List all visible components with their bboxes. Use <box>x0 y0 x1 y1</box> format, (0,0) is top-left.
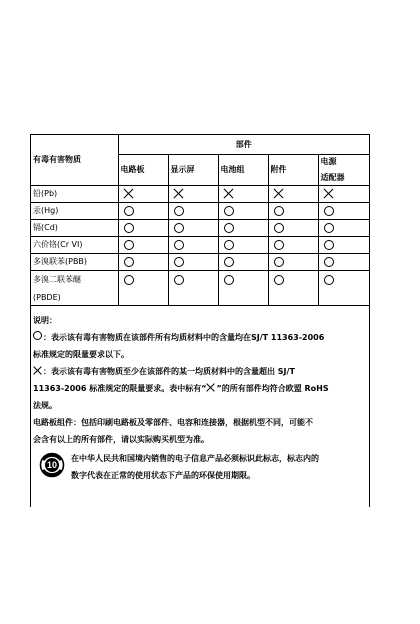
board-note: 电路板组件：包括印刷电路板及零部件、电容和连接器，根据机型不同，可能不 <box>33 418 313 427</box>
logo-number: 10 <box>46 460 58 471</box>
circle-mark-icon <box>124 206 134 216</box>
circle-mark-icon <box>324 275 334 285</box>
component-group-header: 部件 <box>118 135 369 155</box>
table-row <box>31 203 369 220</box>
circle-mark-icon <box>324 223 334 233</box>
circle-mark-icon <box>274 275 284 285</box>
circle-mark-icon <box>124 275 134 285</box>
cross-note-cont-pre: 11363-2006 标准规定的限量要求。表中标有“ <box>33 384 207 393</box>
power-adapter-line1: 电源 <box>320 157 337 166</box>
circle-mark-icon <box>174 223 184 233</box>
circle-mark-icon <box>324 257 334 267</box>
circle-mark-icon <box>274 240 284 250</box>
column-header-circuit-board: 电路板 <box>118 155 168 186</box>
epup-line2: 数字代表在正常的使用状态下产品的环保使用期限。 <box>71 471 255 480</box>
substance-name: 汞(Hg) <box>31 203 118 220</box>
column-header-power-adapter <box>318 155 369 186</box>
table-row <box>31 271 369 306</box>
circle-mark-icon <box>124 257 134 267</box>
hazardous-substance-document <box>30 134 370 507</box>
circle-mark-icon <box>224 223 234 233</box>
circle-mark-icon <box>224 257 234 267</box>
hazardous-substance-table <box>31 135 369 306</box>
circle-mark-icon <box>224 240 234 250</box>
cross-mark-icon <box>323 188 334 199</box>
circle-mark-icon <box>174 275 184 285</box>
notes-title: 说明： <box>33 316 57 325</box>
circle-mark-icon <box>174 206 184 216</box>
column-header-display: 显示屏 <box>168 155 218 186</box>
epup-line1: 在中华人民共和国境内销售的电子信息产品必须标识此标志，标志内的 <box>71 454 319 463</box>
cross-mark-icon <box>223 188 234 199</box>
table-row <box>31 220 369 237</box>
epup-text <box>71 450 319 484</box>
substance-header: 有毒有害物质 <box>31 135 118 186</box>
circle-mark-icon <box>33 331 42 340</box>
table-row <box>31 237 369 254</box>
circle-mark-icon <box>274 223 284 233</box>
cross-note <box>33 363 367 380</box>
cross-note-text: ：表示该有毒有害物质至少在该部件的某一均质材料中的含量超出 SJ/T <box>43 367 295 376</box>
circle-mark-icon <box>274 257 284 267</box>
substance-name-line1: 多溴二联苯醚 <box>33 275 81 284</box>
cross-note-cont <box>33 380 367 397</box>
circle-note-text: ：表示该有毒有害物质在该部件所有均质材料中的含量均在SJ/T 11363-2006 <box>43 333 325 342</box>
cross-mark-icon <box>273 188 284 199</box>
circle-mark-icon <box>124 240 134 250</box>
substance-name: 六价铬(Cr VI) <box>31 237 118 254</box>
circle-mark-icon <box>274 206 284 216</box>
board-note-cont: 会含有以上的所有部件，请以实际购买机型为准。 <box>33 435 209 444</box>
substance-name: 多溴联苯(PBB) <box>31 254 118 271</box>
cross-mark-icon <box>173 188 184 199</box>
table-row <box>31 254 369 271</box>
environmental-protection-period-logo-icon <box>39 452 65 478</box>
cross-note-end: 法规。 <box>33 401 57 410</box>
column-header-battery: 电池组 <box>218 155 268 186</box>
cross-mark-icon <box>33 366 42 375</box>
circle-mark-icon <box>224 275 234 285</box>
substance-name: 铅(Pb) <box>31 186 118 203</box>
substance-name: 镉(Cd) <box>31 220 118 237</box>
circle-mark-icon <box>324 240 334 250</box>
cross-mark-icon <box>123 188 134 199</box>
cross-note-cont-post: ”的所有部件均符合欧盟 RoHS <box>216 384 329 393</box>
cross-mark-icon <box>206 383 215 392</box>
column-header-accessories: 附件 <box>268 155 318 186</box>
circle-note <box>33 329 367 346</box>
circle-mark-icon <box>174 240 184 250</box>
epup-statement <box>33 450 367 484</box>
table-row <box>31 186 369 203</box>
substance-name <box>31 271 118 306</box>
circle-mark-icon <box>224 206 234 216</box>
substance-name-line2: (PBDE) <box>33 293 61 302</box>
circle-mark-icon <box>124 223 134 233</box>
notes-section <box>31 306 369 484</box>
circle-mark-icon <box>324 206 334 216</box>
power-adapter-line2: 适配器 <box>320 173 345 182</box>
circle-note-cont: 标准规定的限量要求以下。 <box>33 350 129 359</box>
circle-mark-icon <box>174 257 184 267</box>
